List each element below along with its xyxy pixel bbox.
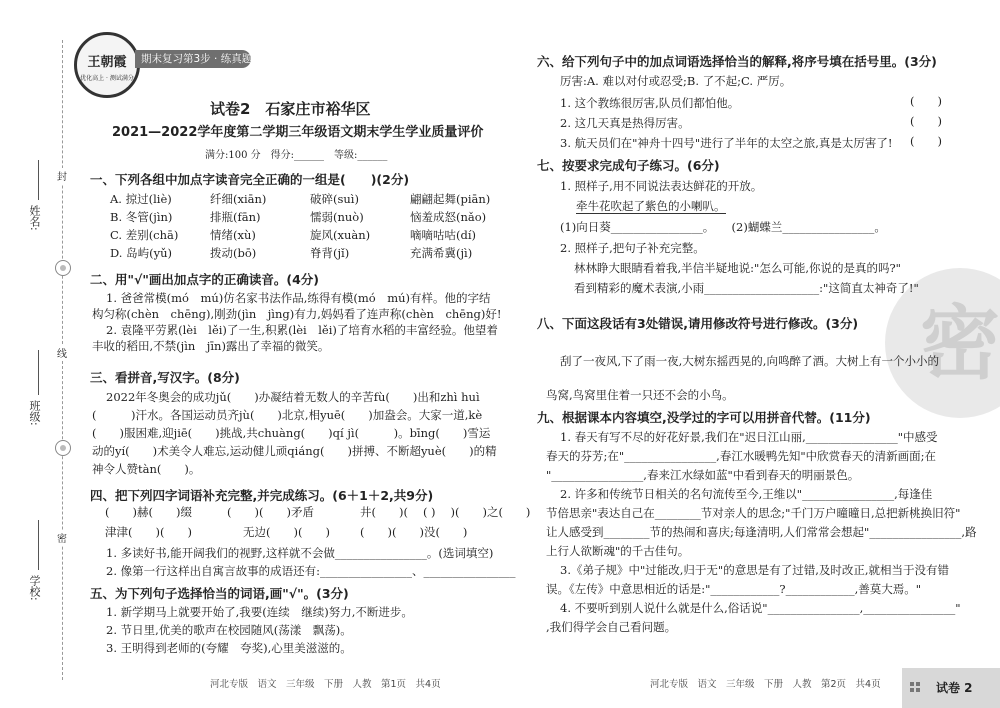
q1-option-row[interactable] (110, 209, 500, 227)
q1-option-row[interactable] (110, 245, 500, 263)
q1-cell: 恼羞成怒(nǎo) (410, 210, 487, 224)
q2-line[interactable]: 1. 爸爸常模(mó mú)仿名家书法作品,练得有模(mó mú)有样。他的字结 (106, 291, 491, 305)
q1-cell: C. 差别(chā) (110, 228, 179, 242)
q8-line[interactable]: 鸟窝,鸟窝里住着一只还不会的小鸟。 (546, 388, 734, 402)
q4-word: ( )( )没( ) (360, 525, 468, 539)
q9-line[interactable]: 春天的芬芳;在"________________,春江水暖鸭先知"中欣赏春天的清新画面;在 (546, 449, 936, 463)
brand-logo (74, 32, 140, 98)
class-label: 班级: (28, 400, 41, 426)
logo-subtext: 优化高上 · 测试满分 (80, 75, 134, 82)
q2-line[interactable]: 2. 袁隆平劳累(lèi lěi)了一生,积累(lèi lěi)了培育水稻的丰富经验。他望着 (106, 323, 498, 337)
school-label: 学校: (28, 575, 41, 601)
q5-heading: 五、为下列句子选择恰当的词语,画"√"。(3分) (90, 586, 349, 601)
q3-line[interactable]: 动的yí( )术美令人难忘,运动健儿顽qiáng( )拼搏、不断超yuè( )的精 (92, 444, 497, 458)
q4-word: 无边( )( ) (243, 525, 330, 539)
review-banner: 期末复习第3步 · 练真题 (135, 50, 251, 68)
q8-body (546, 344, 939, 412)
footer-right: 河北专版 语文 三年级 下册 人教 第2页 共4页 (650, 679, 881, 690)
q4-word-row[interactable] (105, 504, 531, 524)
q5-body (106, 603, 413, 657)
q1-cell: 纤细(xiān) (210, 192, 267, 206)
name-field[interactable] (38, 160, 39, 200)
q4-word: ( )赫( )缀 (105, 505, 192, 519)
q6-line: 2. 这几天真是热得厉害。 (560, 116, 690, 130)
q4-line[interactable]: 2. 像第一行这样出自寓言故事的成语还有:________________、________________ (106, 564, 516, 578)
q1-heading: 一、下列各组中加点字读音完全正确的一组是( )(2分) (90, 172, 410, 187)
q7-line: 2. 照样子,把句子补充完整。 (560, 241, 705, 255)
q1-cell: 拨动(bō) (210, 246, 257, 260)
q4-word-row[interactable] (105, 524, 505, 544)
q6-answer-box[interactable]: ( ) (910, 114, 942, 128)
q8-line[interactable]: 刮了一夜风,下了雨一夜,大树东摇西晃的,向鸣醉了酒。大树上有一个小小的 (560, 354, 939, 368)
q5-line[interactable]: 1. 新学期马上就要开始了,我要(连续 继续)努力,不断进步。 (106, 605, 413, 619)
seal-char: 密 (55, 530, 69, 546)
q9-line[interactable]: 误。《左传》中意思相近的话是:"____________?____________,善莫大焉。" (546, 582, 922, 596)
q7-body (560, 176, 919, 298)
q7-example (560, 196, 919, 216)
paper-tag (902, 668, 1000, 708)
q2-line[interactable]: 丰收的稻田,不禁(jìn jīn)露出了幸福的微笑。 (92, 339, 330, 353)
q6-line: 3. 航天员们在"神舟十四号"进行了半年的太空之旅,真是太厉害了! (560, 136, 893, 150)
q9-line: ,我们得学会自己看问题。 (546, 620, 677, 634)
q1-cell: 充满希冀(jì) (410, 246, 473, 260)
q1-cell: 情绪(xù) (210, 228, 256, 242)
school-field[interactable] (38, 520, 39, 570)
q2-heading: 二、用"√"画出加点字的正确读音。(4分) (90, 272, 319, 287)
q1-cell: D. 岛屿(yǔ) (110, 246, 172, 260)
q5-line[interactable]: 2. 节日里,优美的歌声在校园随风(荡漾 飘荡)。 (106, 623, 352, 637)
q4-heading: 四、把下列四字词语补充完整,并完成练习。(6＋1＋2,共9分) (90, 488, 434, 503)
q7-line[interactable]: 看到精彩的魔术表演,小雨____________________:"这简直太神奇了!" (574, 281, 919, 295)
q7-example-text: 牵牛花吹起了紫色的小喇叭。 (576, 199, 726, 213)
class-field[interactable] (38, 350, 39, 395)
q9-line[interactable]: 节倍思亲"表达自己在________节对亲人的思念;"千门万户曈曈日,总把新桃换旧符" (546, 506, 961, 520)
q3-line[interactable]: ( )服困难,迎jiē( )挑战,共chuàng( )qí jì( )。bīng( )雪运 (92, 426, 491, 440)
q9-body (546, 428, 976, 637)
q9-line: 上行人欲断魂"的千古佳句。 (546, 544, 690, 558)
q2-line[interactable]: 构匀称(chèn chēng),刚劲(jìn jìng)有力,妈妈看了连声称(chèn chēng)好! (92, 307, 502, 321)
logo-text: 王朝霞 (87, 55, 127, 70)
q4-word: ( )( )矛盾 (227, 505, 314, 519)
q7-line: 1. 照样子,用不同说法表达鲜花的开放。 (560, 179, 763, 193)
q6-intro: 厉害:A. 难以对付或忍受;B. 了不起;C. 严厉。 (560, 74, 792, 88)
q4-exercises (92, 544, 516, 580)
q6-answer-box[interactable]: ( ) (910, 94, 942, 108)
binding-knot-icon (55, 260, 71, 276)
q9-line[interactable]: 4. 不要听到别人说什么就是什么,俗话说"________________,________________" (560, 601, 961, 615)
q1-cell: A. 掠过(liè) (110, 192, 172, 206)
q1-cell: 排瓶(fān) (210, 210, 261, 224)
seal-char: 线 (55, 345, 69, 361)
q1-option-row[interactable] (110, 191, 500, 209)
binding-margin (0, 0, 82, 708)
q1-cell: 嘀嘀咕咕(dí) (410, 228, 477, 242)
q3-line[interactable]: 2022年冬奥会的成功jǔ( )办凝结着无数人的辛苦fù( )出和zhì huì (106, 390, 480, 404)
q1-option-row[interactable] (110, 227, 500, 245)
paper-subtitle: 2021—2022学年度第二学期三年级语文期末学生学业质量评价 (112, 125, 484, 140)
q3-line[interactable]: ( )汗水。各国运动员齐jù( )北京,相yuē( )加盎会。大家一道,kè (92, 408, 483, 422)
seal-watermark: 密 (885, 268, 1000, 418)
q7-line[interactable]: (1)向日葵________________。 (2)蝴蝶兰________________。 (560, 220, 886, 234)
binding-knot-icon (55, 440, 71, 456)
q4-word: ( )( )之( ) (423, 505, 531, 519)
q3-body (92, 388, 497, 478)
q9-line[interactable]: 2. 许多和传统节日相关的名句流传至今,王维以"________________,每逢佳 (560, 487, 933, 501)
q4-words (105, 504, 531, 544)
q6-items (560, 93, 892, 153)
q1-cell: 脊背(jǐ) (310, 246, 350, 260)
q3-heading: 三、看拼音,写汉字。(8分) (90, 370, 240, 385)
q6-line: 1. 这个教练很厉害,队员们都怕他。 (560, 96, 740, 110)
score-line: 满分:100 分 得分:______ 等级:______ (205, 150, 388, 161)
q1-cell: 旋风(xuàn) (310, 228, 371, 242)
q8-heading: 八、下面这段话有3处错误,请用修改符号进行修改。(3分) (537, 316, 859, 331)
q9-line: 3.《弟子规》中"过能改,归于无"的意思是有了过错,及时改正,就相当于没有错 (560, 563, 950, 577)
q2-body (92, 290, 501, 354)
q9-line[interactable]: 1. 春天有写不尽的好花好景,我们在"迟日江山丽,________________"中感受 (560, 430, 938, 444)
q4-word: 津津( )( ) (105, 525, 192, 539)
q1-options (110, 191, 500, 263)
footer-left: 河北专版 语文 三年级 下册 人教 第1页 共4页 (210, 679, 441, 690)
q9-heading: 九、根据课本内容填空,没学过的字可以用拼音代替。(11分) (537, 410, 871, 425)
q1-cell: 翩翩起舞(piān) (410, 192, 491, 206)
q3-line[interactable]: 神令人赞tàn( )。 (92, 462, 201, 476)
paper-tag-label: 试卷 2 (936, 681, 973, 695)
q6-heading: 六、给下列句子中的加点词语选择恰当的解释,将序号填在括号里。(3分) (537, 54, 937, 69)
q1-cell: 破碎(suì) (310, 192, 359, 206)
q1-cell: 懦弱(nuò) (310, 210, 364, 224)
q6-answer-box[interactable]: ( ) (910, 134, 942, 148)
grid-dots-icon (910, 682, 926, 692)
q7-line: 林林睁大眼睛看着我,半信半疑地说:"怎么可能,你说的是真的吗?" (574, 261, 901, 275)
q4-word: 井( )( ) (360, 505, 436, 519)
q7-heading: 七、按要求完成句子练习。(6分) (537, 158, 720, 173)
q9-line[interactable]: 让人感受到________节的热闹和喜庆;每逢清明,人们常常会想起"________________,路 (546, 525, 977, 539)
q5-line[interactable]: 3. 王明得到老师的(夸耀 夸奖),心里美滋滋的。 (106, 641, 352, 655)
q9-line[interactable]: "________________,春来江水绿如蓝"中看到春天的明丽景色。 (546, 468, 860, 482)
paper-title: 试卷2 石家庄市裕华区 (210, 100, 371, 118)
q4-line[interactable]: 1. 多读好书,能开阔我们的视野,这样就不会做________________。(选词填空) (106, 546, 494, 560)
q1-cell: B. 冬管(jìn) (110, 210, 173, 224)
seal-char: 封 (55, 168, 69, 184)
name-label: 姓名: (28, 205, 41, 231)
